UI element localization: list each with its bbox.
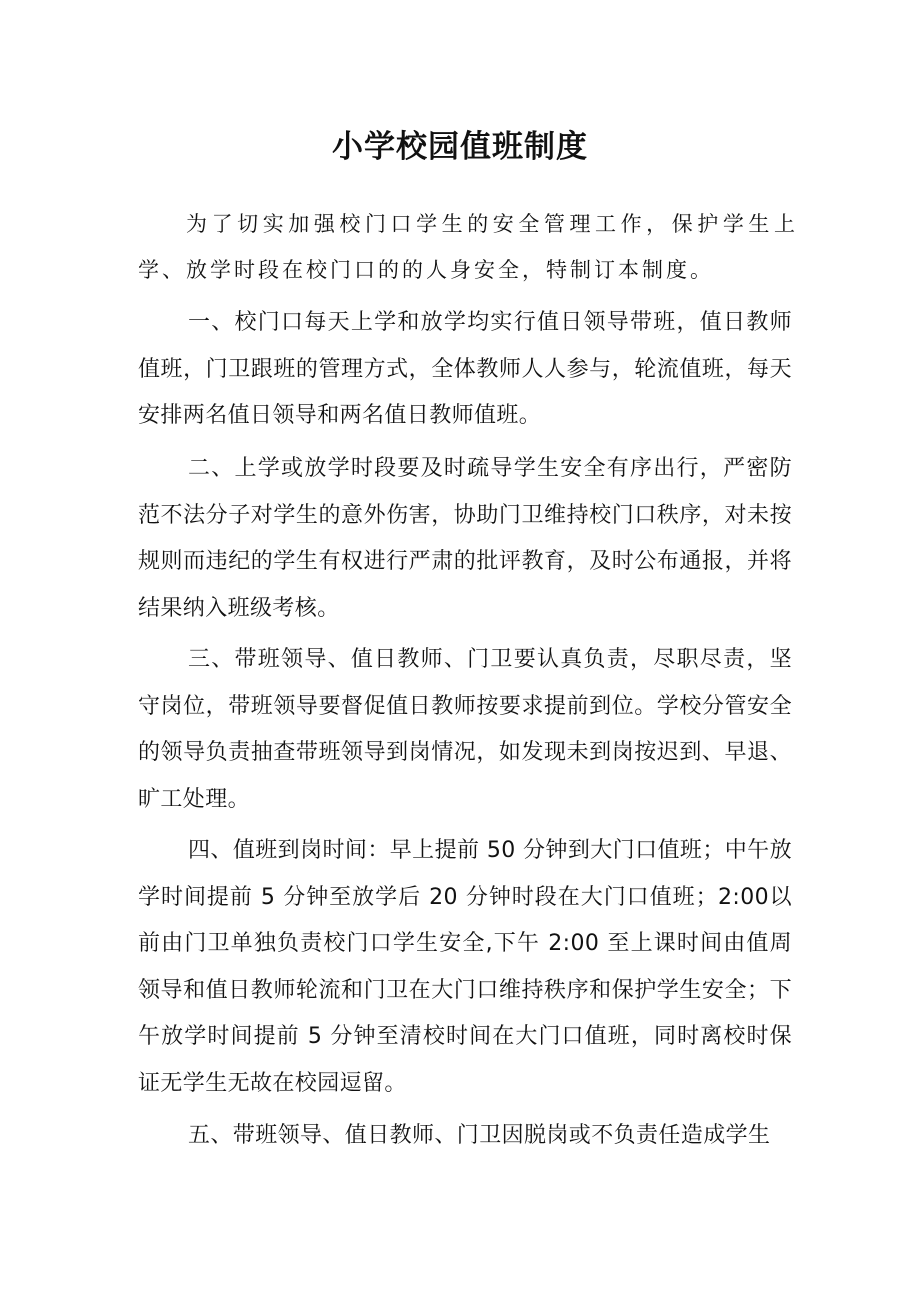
page-title: 小学校园值班制度 (332, 129, 588, 165)
section-5-paragraph: 五、带班领导、值日教师、门卫因脱岗或不负责任造成学生 (188, 1123, 771, 1148)
section-3-paragraph: 三、带班领导、值日教师、门卫要认真负责，尽职尽责，坚守岗位，带班领导要督促值日教师按要求提前到位。学校分管安全的领导负责抽查带班领导到岗情况，如发现未到岗按迟到、早退、旷工处理。 (138, 647, 792, 812)
section-1-paragraph: 一、校门口每天上学和放学均实行值日领导带班，值日教师值班，门卫跟班的管理方式，全体教师人人参与，轮流值班，每天安排两名值日领导和两名值日教师值班。 (138, 310, 792, 428)
section-2-paragraph: 二、上学或放学时段要及时疏导学生安全有序出行，严密防范不法分子对学生的意外伤害，协助门卫维持校门口秩序，对未按规则而违纪的学生有权进行严肃的批评教育，及时公布通报，并将结果纳入班级考核。 (138, 456, 792, 621)
intro-paragraph: 为了切实加强校门口学生的安全管理工作，保护学生上学、放学时段在校门口的的人身安全，特制订本制度。 (138, 212, 798, 282)
section-4-paragraph: 四、值班到岗时间：早上提前 50 分钟到大门口值班；中午放学时间提前 5 分钟至放学后 20 分钟时段在大门口值班；2:00以前由门卫单独负责校门口学生安全,下午 2:00 至上课时间由值周领导和值日教师轮流和门卫在大门口维持秩序和保护学生安全；下午放学时间提前 5 分钟至清校时间在大门口值班，同时离校时保证无学生无故在校园逗留。 (138, 838, 792, 1096)
